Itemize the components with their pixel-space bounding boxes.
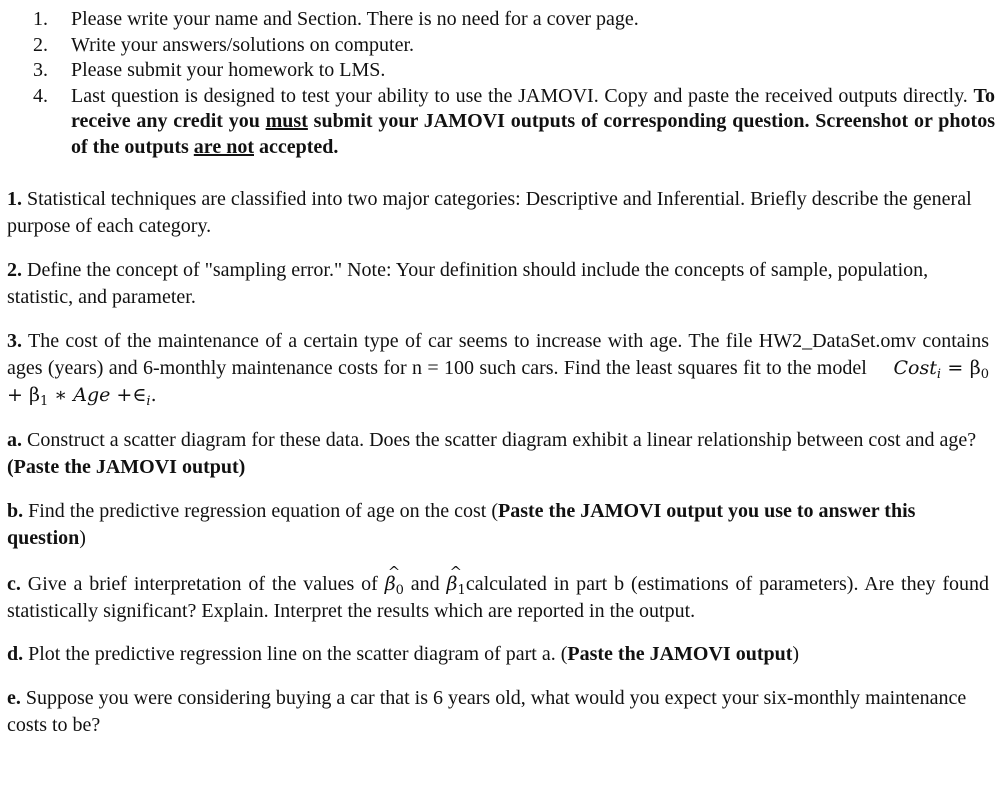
question-bold-text: (Paste the JAMOVI output) <box>7 456 246 478</box>
question-text: Plot the predictive regression line on the scatter diagram of part a. ( <box>23 643 568 665</box>
question-text-end: ) <box>79 527 86 549</box>
question-number: b. <box>7 500 24 522</box>
instruction-underlined-text: must <box>265 110 308 132</box>
instruction-item <box>0 58 995 84</box>
question-3d <box>7 641 989 668</box>
question-3 <box>7 328 989 409</box>
instruction-bold-text: submit your JAMOVI outputs of corresponding question. Screenshot or photos of the outputs <box>71 110 995 158</box>
question-3b <box>7 498 989 552</box>
question-text: Define the concept of "sampling error." Note: Your definition should include the concepts of sample, population, statistic, and parameter. <box>7 259 929 308</box>
instruction-number: 2. <box>33 33 48 56</box>
instruction-text: Please submit your homework to LMS. <box>71 59 386 81</box>
question-number: 1. <box>7 188 22 210</box>
question-text: The cost of the maintenance of a certain type of car seems to increase with age. The file HW2_DataSet.omv contains ages (years) and 6-monthly maintenance costs for n = 100 such cars. Find the least squares fit to the model <box>7 330 989 379</box>
beta-0-hat-symbol: ^ $\beta_0$ <box>385 573 404 595</box>
instruction-number: 3. <box>33 59 48 81</box>
question-number: 3. <box>7 330 22 352</box>
question-3a <box>7 427 989 481</box>
question-3e <box>7 685 989 739</box>
question-text-end: ) <box>792 643 800 665</box>
question-text: Give a brief interpretation of the values of <box>20 573 385 595</box>
question-number: 2. <box>7 259 22 281</box>
question-3c: c. Give a brief interpretation of the values of ^ $\beta_0$ and ^ $\beta_1calculated$ in part b (estimations of parameters). Are they found statistically significant? Explain. Interpret the results which are reported in the output. <box>7 571 989 625</box>
question-text: calculated in part b (estimations of parameters). Are they found statistically significant? Explain. Interpret the results which are reported in the output. <box>7 573 989 622</box>
beta-1-hat-symbol: ^ $\beta_1$ <box>447 573 466 595</box>
regression-model-formula: Cost$_i$ = $\beta_0 + \beta_1$ ∗ Age $+\in_i$. <box>7 357 989 409</box>
question-bold-text: Paste the JAMOVI output you use to answer this question <box>7 500 916 549</box>
instruction-text: Please write your name and Section. There is no need for a cover page. <box>71 8 639 30</box>
instruction-text: Write your answers/solutions on computer. <box>71 33 415 56</box>
question-1 <box>7 186 989 240</box>
instruction-item <box>0 7 995 33</box>
question-number: d. <box>7 643 24 665</box>
question-number: e. <box>7 687 21 709</box>
instruction-text: Last question is designed to test your ability to use the JAMOVI. Copy and paste the received outputs directly. <box>71 84 974 107</box>
instruction-number: 4. <box>33 84 48 107</box>
question-bold-text: Paste the JAMOVI output <box>567 643 793 665</box>
question-2 <box>7 257 989 311</box>
question-text: Statistical techniques are classified into two major categories: Descriptive and Inferential. Briefly describe the general purpose of each category. <box>7 188 972 237</box>
instruction-bold-text: To receive any credit you <box>71 84 995 132</box>
instruction-bold-text: accepted. <box>253 135 339 158</box>
instruction-underlined-text: are not <box>193 135 254 158</box>
question-text: Find the predictive regression equation of age on the cost ( <box>23 500 498 522</box>
instruction-number: 1. <box>33 8 48 30</box>
question-text: Construct a scatter diagram for these data. Does the scatter diagram exhibit a linear relationship between cost and age? <box>22 429 977 451</box>
instruction-item <box>0 84 995 161</box>
instruction-item <box>0 33 995 59</box>
question-number: a. <box>7 429 22 451</box>
instructions-list <box>0 7 995 160</box>
question-number: c. <box>7 573 21 595</box>
question-text: Suppose you were considering buying a car that is 6 years old, what would you expect your six-monthly maintenance costs to be? <box>7 687 967 736</box>
